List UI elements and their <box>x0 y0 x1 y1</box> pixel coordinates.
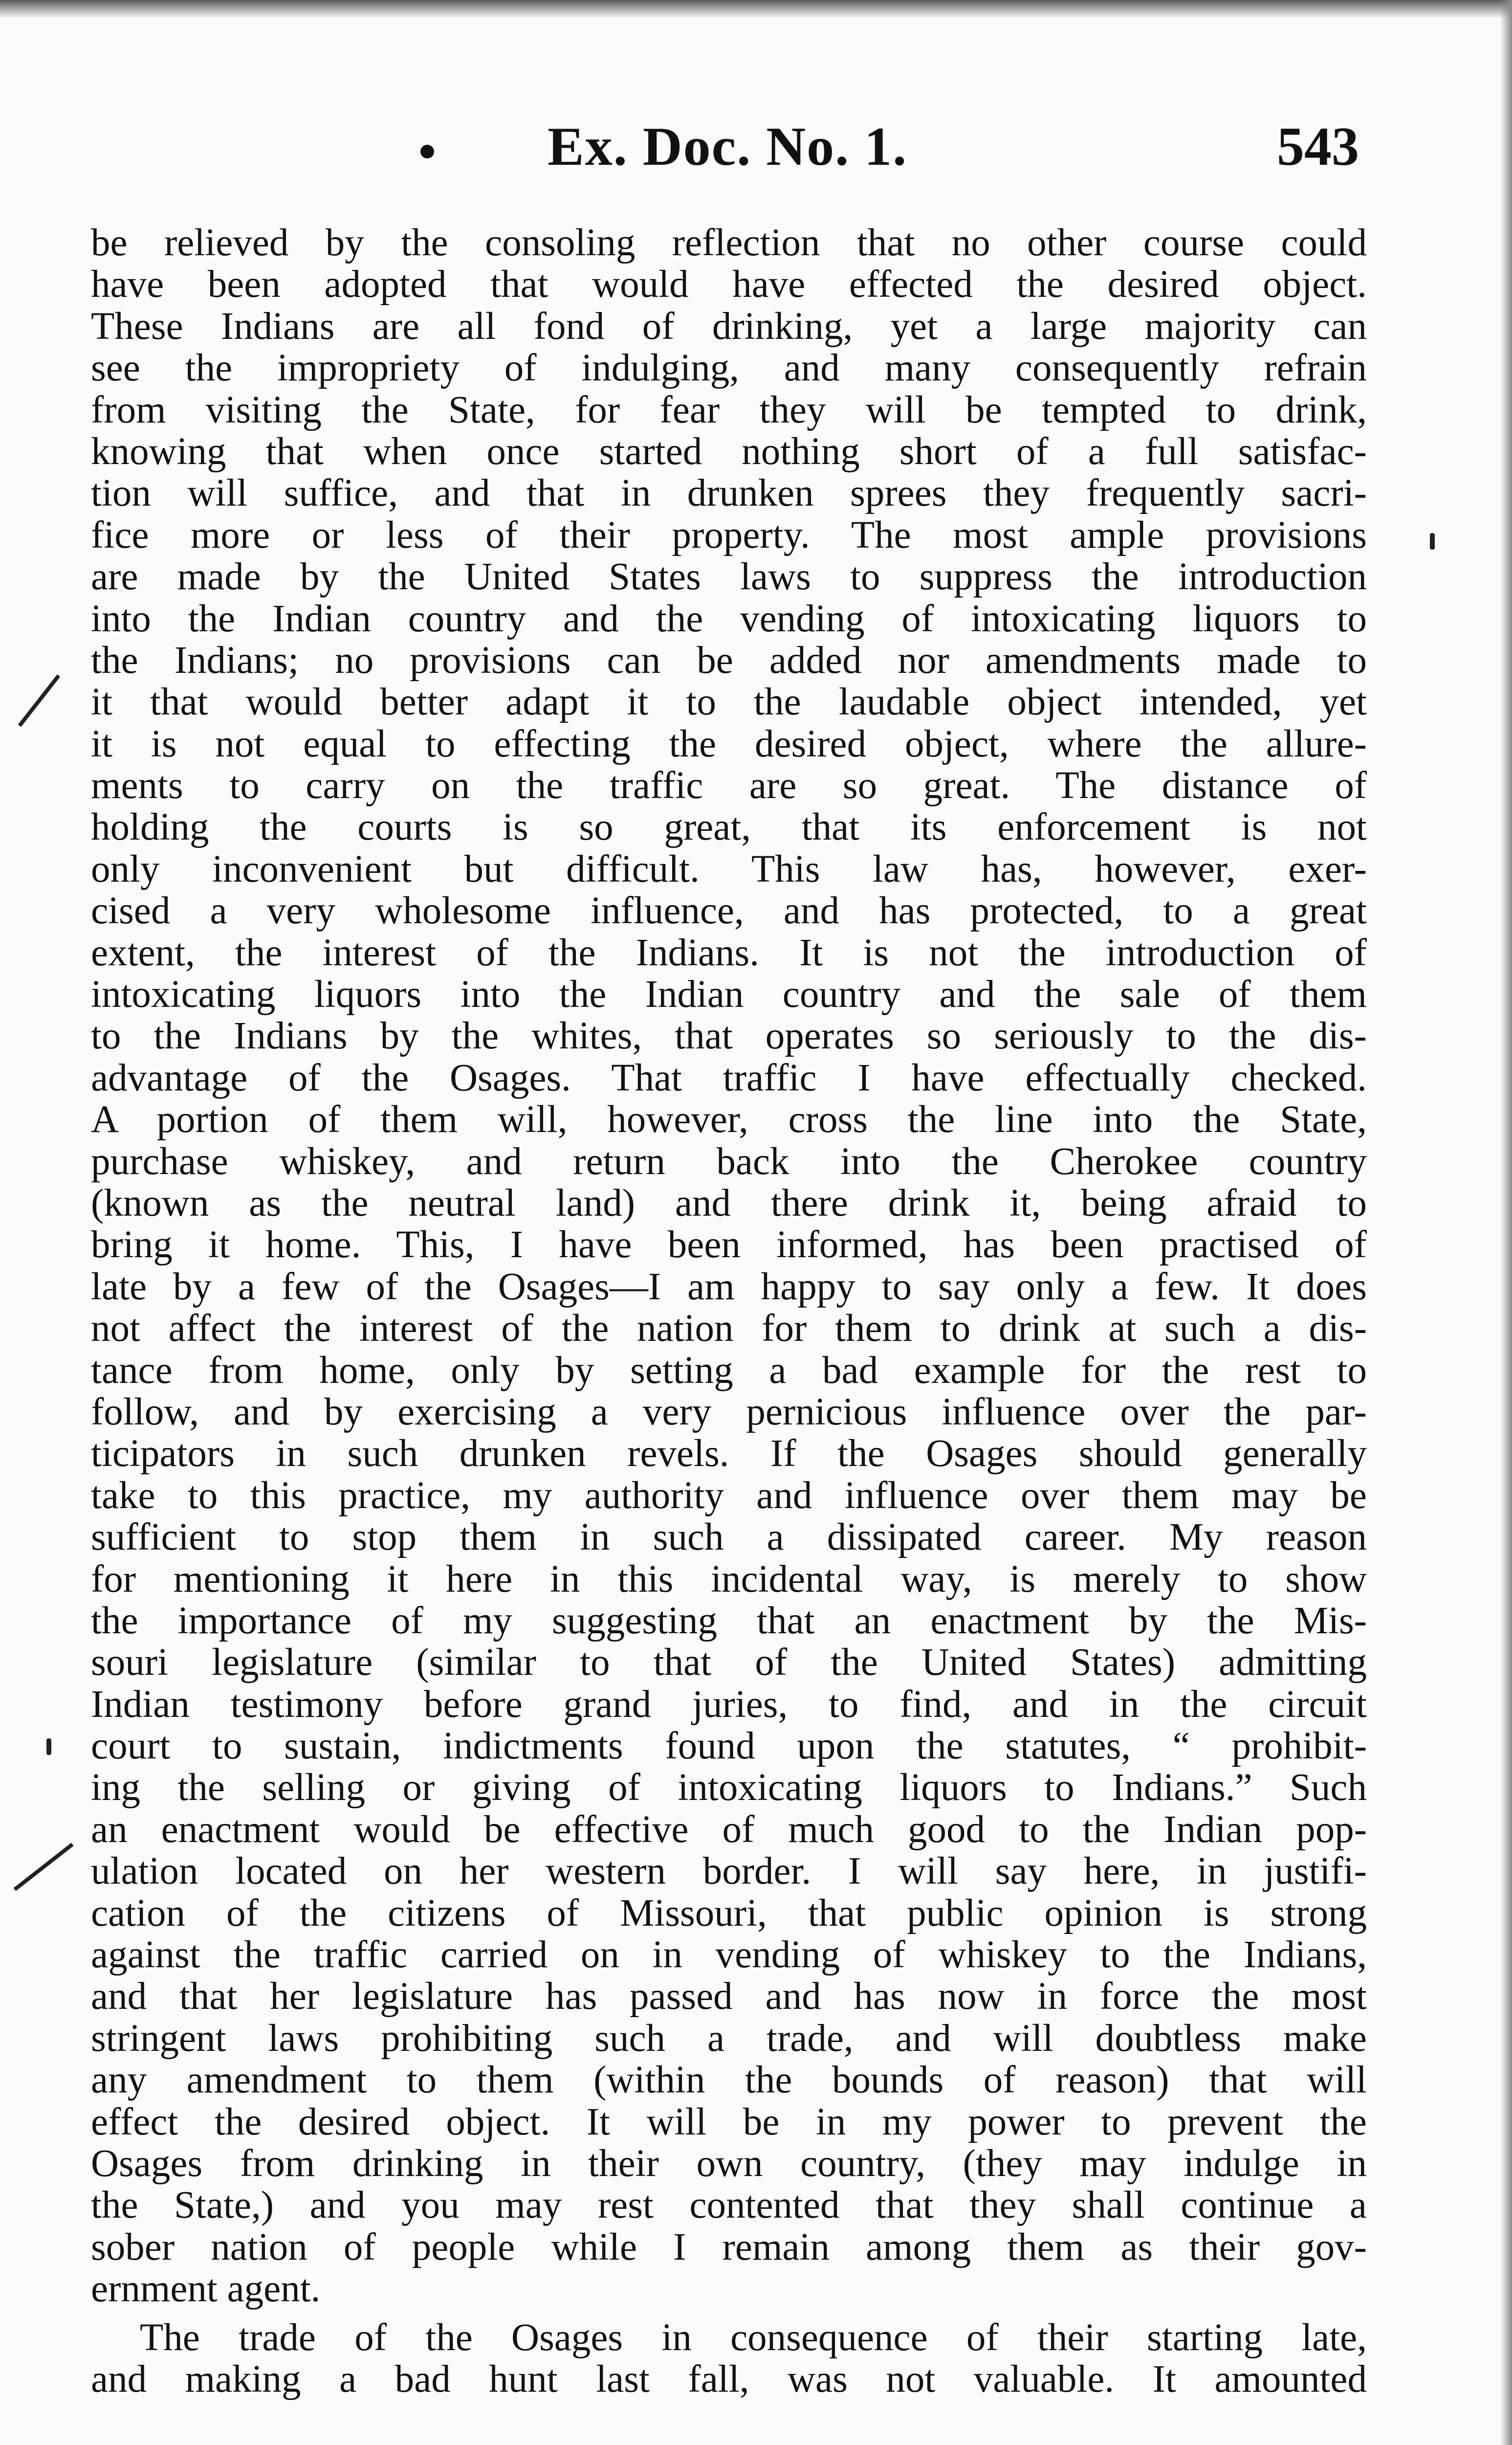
text-line: court to sustain, indictments found upon the statutes, “ prohibit- <box>91 1725 1367 1767</box>
body-text <box>91 222 1367 2400</box>
text-line: be relieved by the consoling reflection that no other course could <box>91 222 1367 264</box>
text-line: extent, the interest of the Indians. It is not the introduction of <box>91 932 1367 974</box>
text-line: take to this practice, my authority and influence over them may be <box>91 1474 1367 1517</box>
text-line: the importance of my suggesting that an enactment by the Mis- <box>91 1600 1367 1642</box>
text-line: into the Indian country and the vending of intoxicating liquors to <box>91 598 1367 640</box>
text-line: ing the selling or giving of intoxicating liquors to Indians.” Such <box>91 1767 1367 1809</box>
text-line: Osages from drinking in their own country, (they may indulge in <box>91 2142 1367 2185</box>
text-line: Indian testimony before grand juries, to find, and in the circuit <box>91 1683 1367 1726</box>
text-line: against the traffic carried on in vending of whiskey to the Indians, <box>91 1934 1367 1976</box>
text-line: These Indians are all fond of drinking, yet a large majority can <box>91 305 1367 348</box>
text-line: see the impropriety of indulging, and many consequently refrain <box>91 347 1367 389</box>
text-line: follow, and by exercising a very pernicious influence over the par- <box>91 1391 1367 1433</box>
text-line: souri legislature (similar to that of the United States) admitting <box>91 1642 1367 1684</box>
text-line: only inconvenient but difficult. This law has, however, exer- <box>91 848 1367 890</box>
text-line: from visiting the State, for fear they will be tempted to drink, <box>91 389 1367 431</box>
text-line: stringent laws prohibiting such a trade, and will doubtless make <box>91 2017 1367 2060</box>
margin-tick-mark <box>1430 533 1435 550</box>
text-line: effect the desired object. It will be in my power to prevent the <box>91 2101 1367 2143</box>
text-line: not affect the interest of the nation for them to drink at such a dis- <box>91 1308 1367 1350</box>
text-line: are made by the United States laws to suppress the introduction <box>91 556 1367 598</box>
text-line: sufficient to stop them in such a dissipated career. My reason <box>91 1516 1367 1558</box>
text-line: and that her legislature has passed and has now in force the most <box>91 1976 1367 2018</box>
text-line: knowing that when once started nothing short of a full satisfac- <box>91 430 1367 473</box>
text-line: an enactment would be effective of much good to the Indian pop- <box>91 1808 1367 1851</box>
text-line: ments to carry on the traffic are so great. The distance of <box>91 765 1367 807</box>
text-line: the Indians; no provisions can be added nor amendments made to <box>91 639 1367 682</box>
text-line: cised a very wholesome influence, and has protected, to a great <box>91 890 1367 932</box>
text-line: holding the courts is so great, that its enforcement is not <box>91 806 1367 848</box>
text-line: it is not equal to effecting the desired object, where the allure- <box>91 723 1367 765</box>
text-line: tance from home, only by setting a bad example for the rest to <box>91 1349 1367 1391</box>
text-line: it that would better adapt it to the laudable object intended, yet <box>91 681 1367 723</box>
text-line: the State,) and you may rest contented that they shall continue a <box>91 2184 1367 2226</box>
text-line: any amendment to them (within the bounds of reason) that will <box>91 2059 1367 2101</box>
text-line: fice more or less of their property. The most ample provisions <box>91 514 1367 556</box>
document-title: Ex. Doc. No. 1. <box>548 116 908 177</box>
text-line: (known as the neutral land) and there drink it, being afraid to <box>91 1182 1367 1224</box>
text-line: cation of the citizens of Missouri, that public opinion is strong <box>91 1892 1367 1934</box>
text-line: advantage of the Osages. That traffic I have effectually checked. <box>91 1057 1367 1099</box>
scan-top-edge <box>0 0 1512 19</box>
margin-slash-mark <box>18 674 60 727</box>
text-line: for mentioning it here in this incidental way, is merely to show <box>91 1558 1367 1600</box>
margin-slash-mark <box>14 1843 74 1891</box>
text-line: late by a few of the Osages—I am happy to say only a few. It does <box>91 1266 1367 1308</box>
text-line: The trade of the Osages in consequence of their starting late, <box>140 2316 1367 2358</box>
text-line: purchase whiskey, and return back into the Cherokee country <box>91 1140 1367 1182</box>
text-line: ulation located on her western border. I will say here, in justifi- <box>91 1850 1367 1892</box>
paragraph <box>91 2317 1367 2401</box>
scan-right-edge <box>1500 0 1512 2445</box>
bullet-mark <box>420 145 434 158</box>
text-line: tion will suffice, and that in drunken sprees they frequently sacri- <box>91 472 1367 514</box>
text-line: to the Indians by the whites, that operates so seriously to the dis- <box>91 1015 1367 1057</box>
text-line: A portion of them will, however, cross the line into the State, <box>91 1099 1367 1141</box>
text-line: ticipators in such drunken revels. If the Osages should generally <box>91 1433 1367 1475</box>
page-number: 543 <box>1277 116 1359 177</box>
paragraph <box>91 222 1367 2310</box>
margin-tick-mark <box>46 1738 51 1755</box>
text-line: ernment agent. <box>91 2268 321 2310</box>
page-header <box>98 115 1379 189</box>
text-line: and making a bad hunt last fall, was not valuable. It amounted <box>91 2358 1367 2401</box>
text-line: have been adopted that would have effected the desired object. <box>91 264 1367 306</box>
text-line: bring it home. This, I have been informed, has been practised of <box>91 1224 1367 1266</box>
text-line: intoxicating liquors into the Indian country and the sale of them <box>91 974 1367 1016</box>
text-line: sober nation of people while I remain among them as their gov- <box>91 2226 1367 2268</box>
